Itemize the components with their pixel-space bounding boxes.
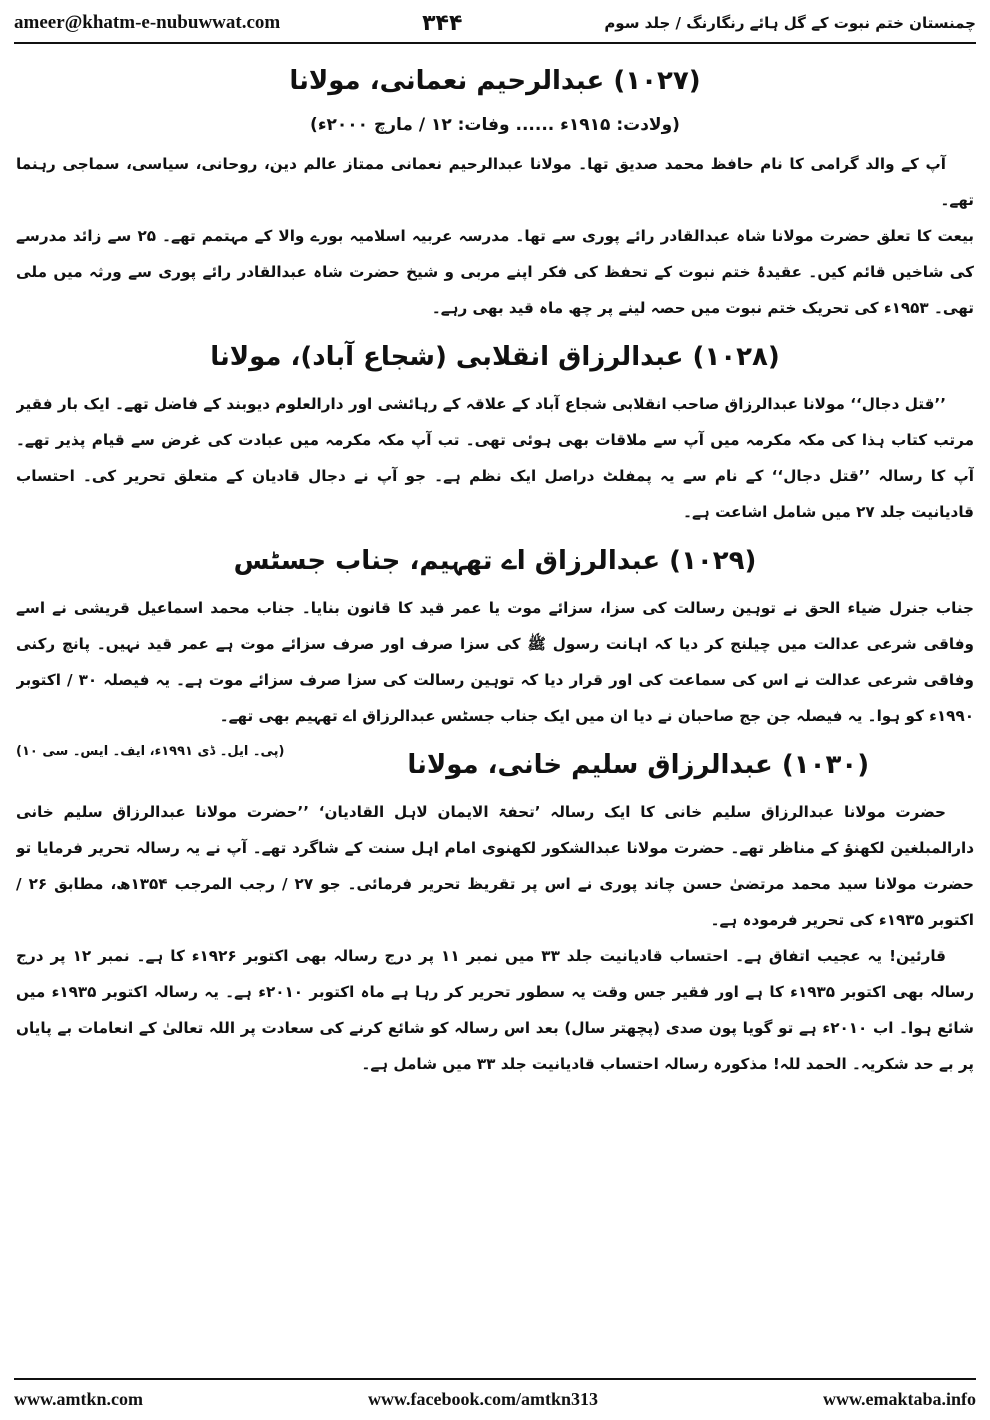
entry-1027	[16, 60, 974, 326]
paragraph: بیعت کا تعلق حضرت مولانا شاہ عبدالقادر رائے پوری سے تھا۔ مدرسہ عربیہ اسلامیہ بورے والا کے مہتمم تھے۔ ۲۵ سے زائد مدرسے کی شاخیں قائم کیں۔ عقیدۂ ختم نبوت کے تحفظ کی فکر اپنے مربی و شیخ حضرت شاہ عبدالقادر رائے پوری سے ورثہ میں ملی تھی۔ ۱۹۵۳ء کی تحریک ختم نبوت میں حصہ لینے پر چھ ماہ قید بھی رہے۔	[16, 227, 974, 317]
paragraph: آپ کے والد گرامی کا نام حافظ محمد صدیق تھا۔ مولانا عبدالرحیم نعمانی ممتاز عالم دین، روحانی، سیاسی، سماجی رہنما تھے۔	[16, 155, 974, 209]
book-title: چمنستان ختم نبوت کے گل ہائے رنگارنگ / جلد سوم	[604, 14, 976, 32]
paragraph-text: جناب جنرل ضیاء الحق نے توہین رسالت کی سزا، سزائے موت یا عمر قید کا قانون بنایا۔ جناب محمد اسماعیل قریشی نے اسے وفاقی شرعی عدالت میں چیلنج کر دیا کہ اہانت رسول ﷺ کی سزا صرف اور صرف سزائے موت ہے عمر قید نہیں۔ پانچ رکنی وفاقی شرعی عدالت نے اس کی سماعت کی اور قرار دیا کہ توہین رسالت کی سزا صرف سزائے موت ہے۔ یہ فیصلہ ۳۰ / اکتوبر ۱۹۹۰ء کو ہوا۔ یہ فیصلہ جن جج صاحبان نے دیا ان میں ایک جناب جسٹس عبدالرزاق اے تھہیم بھی تھے۔	[16, 599, 974, 725]
paragraph: حضرت مولانا عبدالرزاق سلیم خانی کا ایک رسالہ ’تحفۃ الایمان لاہل القادیان‘ ’’حضرت مولانا عبدالرزاق سلیم خانی دارالمبلغین لکھنؤ کے مناظر تھے۔ حضرت مولانا عبدالشکور لکھنوی امام اہل سنت کے شاگرد تھے۔ آپ نے یہ رسالہ تحریر فرمایا تو حضرت مولانا سید محمد مرتضیٰ حسن چاند پوری نے اس پر تقریظ تحریر فرمائی۔ جو ۲۷ / رجب المرجب ۱۳۵۴ھ، مطابق ۲۶ / اکتوبر ۱۹۳۵ء کی تحریر فرمودہ ہے۔	[16, 803, 974, 929]
entry-1029	[16, 540, 974, 759]
paragraph	[16, 590, 974, 759]
footer-link-facebook[interactable]: www.facebook.com/amtkn313	[367, 1388, 598, 1409]
entry-title: (۱۰۲۸) عبدالرزاق انقلابی (شجاع آباد)، مولانا	[210, 342, 780, 372]
header-email[interactable]: ameer@khatm-e-nubuwwat.com	[14, 12, 281, 33]
entry-title: (۱۰۳۰) عبدالرزاق سلیم خانی، مولانا	[407, 750, 870, 780]
entry-title: (۱۰۲۹) عبدالرزاق اے تھہیم، جناب جسٹس	[233, 546, 757, 576]
page-content	[16, 50, 974, 1372]
footer-link-amtkn[interactable]: www.amtkn.com	[14, 1388, 143, 1409]
entry-title: (۱۰۲۷) عبدالرحیم نعمانی، مولانا	[289, 66, 701, 96]
entry-1030	[16, 744, 974, 1082]
footer-rule	[14, 1378, 976, 1380]
page-number: ۳۴۴	[422, 10, 463, 36]
header-rule	[14, 42, 976, 44]
paragraph: قارئین! یہ عجیب اتفاق ہے۔ احتساب قادیانیت جلد ۳۳ میں نمبر ۱۱ پر درج رسالہ بھی اکتوبر ۱۹۲۶ء کا ہے۔ نمبر ۱۲ پر درج رسالہ بھی اکتوبر ۱۹۳۵ء کا ہے اور فقیر جس وقت یہ سطور تحریر کر رہا ہے ماہ اکتوبر ۲۰۱۰ء ہے۔ یہ رسالہ اکتوبر ۱۹۳۵ء میں شائع ہوا۔ اب ۲۰۱۰ء ہے تو گویا پون صدی (پچھتر سال) بعد اس رسالہ کو شائع کرنے کی سعادت پر اللہ تعالیٰ کے انعامات بے پایاں پر بے حد شکریہ۔ الحمد للہ! مذکورہ رسالہ احتساب قادیانیت جلد ۳۳ میں شامل ہے۔	[16, 947, 974, 1073]
paragraph: ’’قتل دجال‘‘ مولانا عبدالرزاق صاحب انقلابی شجاع آباد کے علاقہ کے رہائشی اور دارالعلوم دیوبند کے فاضل تھے۔ ایک بار فقیر مرتب کتاب ہذا کی مکہ مکرمہ میں آپ سے ملاقات بھی ہوئی تھی۔ تب آپ مکہ مکرمہ میں عبادت کی غرض سے قیام پذیر تھے۔ آپ کا رسالہ ’’قتل دجال‘‘ کے نام سے یہ پمفلٹ دراصل ایک نظم ہے۔ جو آپ نے دجال قادیان کے متعلق تحریر کی۔ احتساب قادیانیت جلد ۲۷ میں شامل اشاعت ہے۔	[16, 395, 974, 521]
footer-link-emaktaba[interactable]: www.emaktaba.info	[822, 1388, 976, 1409]
page-footer	[14, 1384, 976, 1414]
entry-1028	[16, 336, 974, 530]
citation: (پی۔ ایل۔ ڈی ۱۹۹۱ء، ایف۔ ایس۔ سی ۱۰)	[16, 744, 285, 759]
entry-dates: (ولادت: ۱۹۱۵ء ...... وفات: ۱۲ / مارچ ۲۰۰۰ء)	[310, 115, 680, 135]
page-header	[14, 8, 976, 38]
